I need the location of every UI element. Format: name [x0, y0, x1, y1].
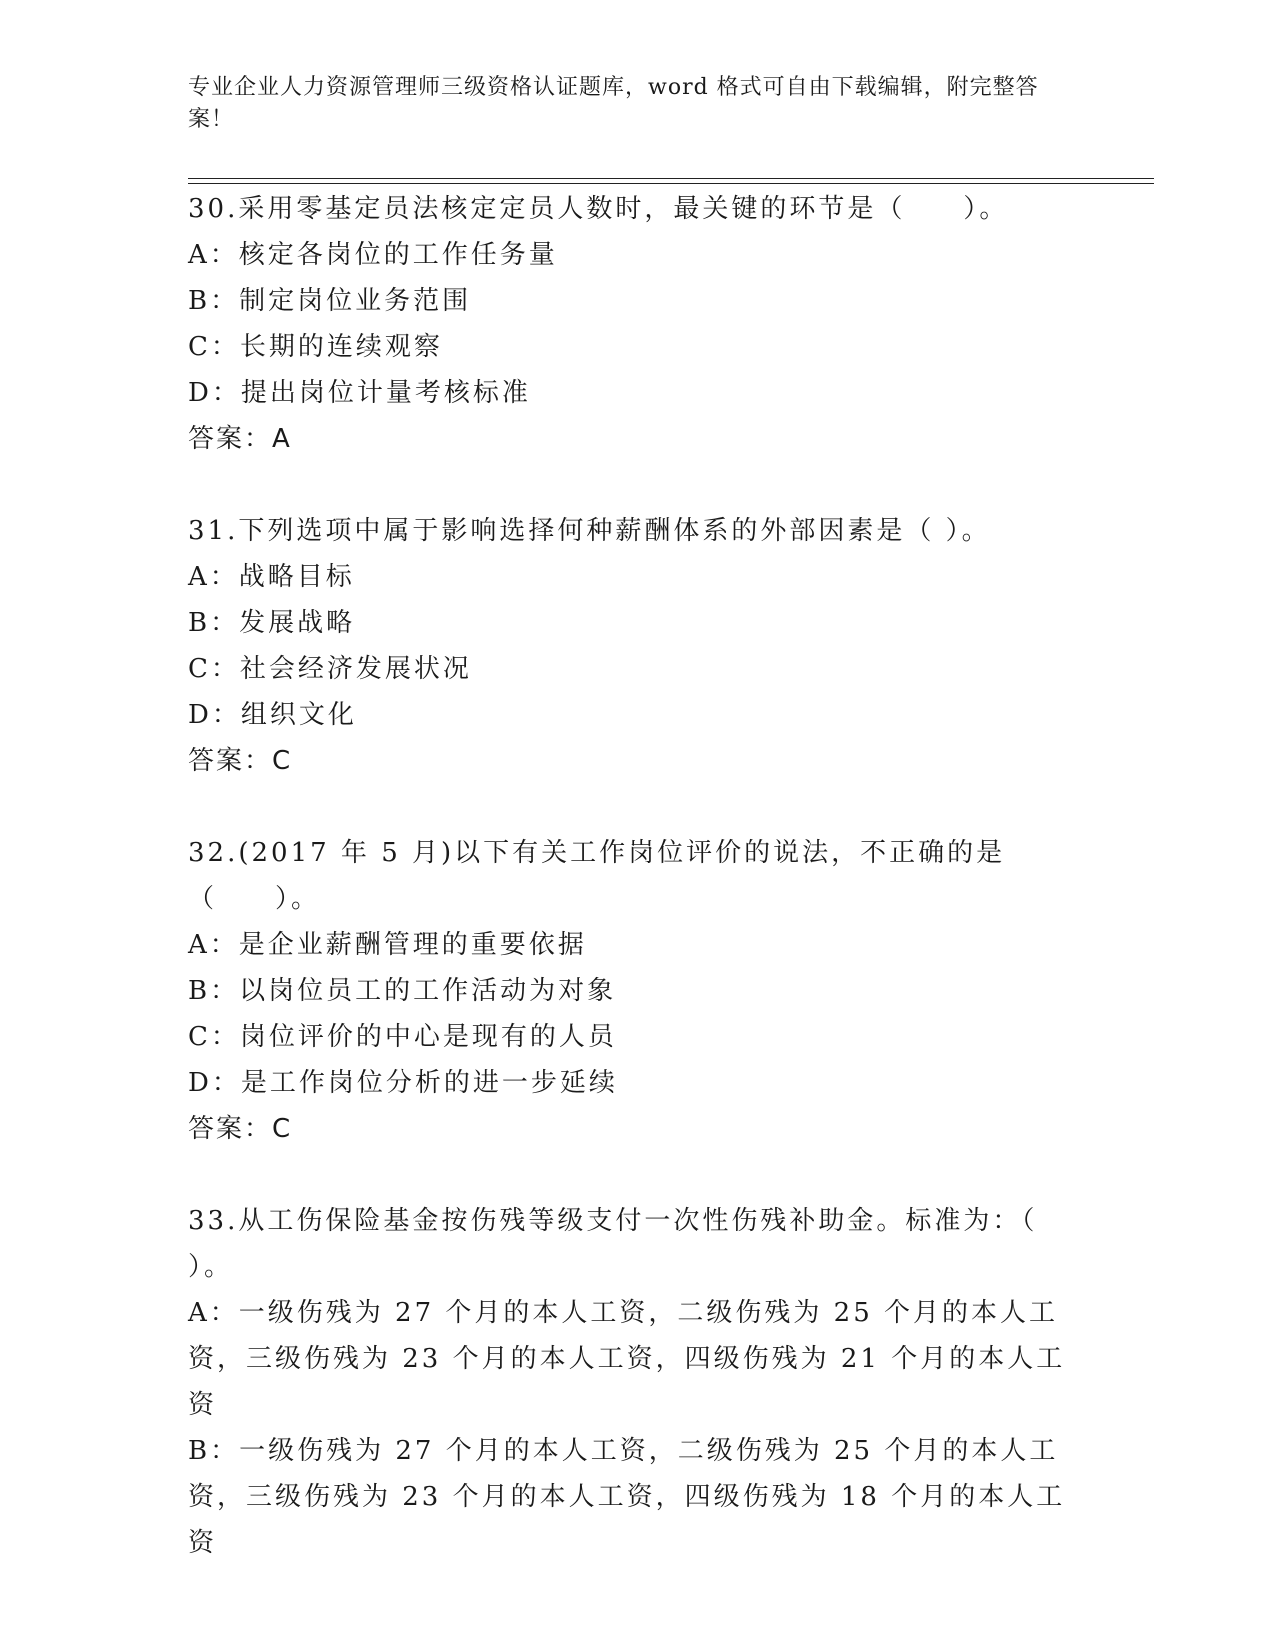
option-c: C：长期的连续观察 [188, 332, 443, 362]
option-a: A：是企业薪酬管理的重要依据 [188, 930, 587, 960]
page-header: 专业企业人力资源管理师三级资格认证题库，word 格式可自由下载编辑，附完整答案！ [188, 75, 1039, 132]
option-a: A：一级伤残为 27 个月的本人工资，二级伤残为 25 个月的本人工资，三级伤残为 23 个月的本人工资，四级伤残为 21 个月的本人工资 [188, 1298, 1066, 1420]
option-a: A：战略目标 [188, 562, 355, 592]
question-31 [188, 508, 1088, 784]
question-stem: 33.从工伤保险基金按伤残等级支付一次性伤残补助金。标准为：（ ）。 [188, 1206, 1049, 1282]
option-b: B：发展战略 [188, 608, 356, 638]
option-a: A：核定各岗位的工作任务量 [188, 240, 558, 270]
option-c: C：岗位评价的中心是现有的人员 [188, 1022, 617, 1052]
option-d: D：组织文化 [188, 700, 357, 730]
question-30 [188, 186, 1088, 462]
question-33 [188, 1198, 1088, 1566]
answer: 答案：C [188, 1114, 293, 1144]
option-d: D：提出岗位计量考核标准 [188, 378, 531, 408]
option-b: B：制定岗位业务范围 [188, 286, 472, 316]
option-c: C：社会经济发展状况 [188, 654, 472, 684]
answer: 答案：A [188, 424, 292, 454]
question-32 [188, 830, 1088, 1152]
option-b: B：一级伤残为 27 个月的本人工资，二级伤残为 25 个月的本人工资，三级伤残为 23 个月的本人工资，四级伤残为 18 个月的本人工资 [188, 1436, 1066, 1558]
question-list [188, 186, 1088, 1612]
option-d: D：是工作岗位分析的进一步延续 [188, 1068, 618, 1098]
question-stem: 31.下列选项中属于影响选择何种薪酬体系的外部因素是（ ）。 [188, 516, 991, 546]
question-stem: 30.采用零基定员法核定定员人数时，最关键的环节是（ ）。 [188, 194, 1009, 224]
header-double-rule [188, 178, 1154, 184]
option-b: B：以岗位员工的工作活动为对象 [188, 976, 617, 1006]
question-stem: 32.(2017 年 5 月)以下有关工作岗位评价的说法，不正确的是（ ）。 [188, 838, 1006, 914]
answer: 答案：C [188, 746, 293, 776]
